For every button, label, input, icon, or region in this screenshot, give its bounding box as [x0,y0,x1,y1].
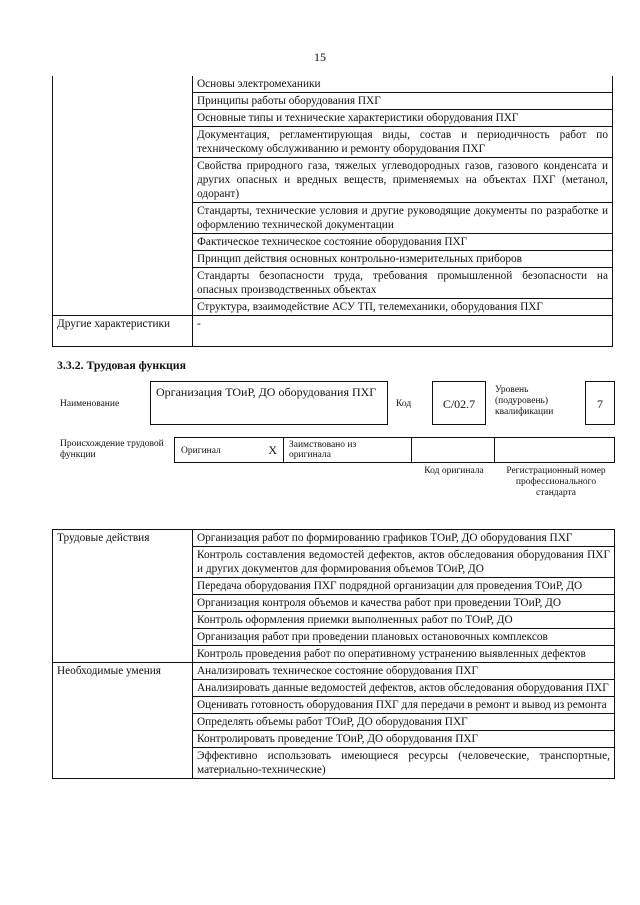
list-item: Организация работ при проведении плановых остановочных комплексов [193,629,615,646]
page-number: 15 [314,50,326,64]
list-item: Свойства природного газа, тяжелых углеводородных газов, газового конденсата и других опасных и вредных веществ, применяемых на объектах ПХГ (метанол, одорант) [193,158,613,203]
section-title: 3.3.2. Трудовая функция [57,358,186,372]
level-label: Уровень (подуровень) квалификации [495,385,554,417]
function-name-box [150,381,388,425]
list-item: Стандарты безопасности труда, требования промышленной безопасности на опасных производственных объектах [193,268,613,299]
table-row [53,76,613,93]
list-item: Принципы работы оборудования ПХГ [193,93,613,110]
reg-number-box [494,437,615,463]
list-item: Документация, регламентирующая виды, состав и периодичность работ по техническому обслуживанию и ремонту оборудования ПХГ [193,127,613,158]
list-item: Основы электромеханики [193,76,613,93]
table-row [53,663,615,680]
code-value: C/02.7 [442,397,476,411]
labor-function-table [52,529,615,779]
table-row [53,530,615,547]
code-label: Код [396,399,412,409]
list-item: Контроль составления ведомостей дефектов, актов обследования оборудования ПХГ и других документов для формирования объемов ТОиР, ДО [193,547,615,578]
list-item: Структура, взаимодействие АСУ ТП, телемеханики, оборудования ПХГ [193,299,613,316]
list-item: Фактическое техническое состояние оборудования ПХГ [193,234,613,251]
reg-number-label: Регистрационный номер профессионального стандарта [506,466,606,498]
list-item: Организация контроля объемов и качества работ при проведении ТОиР, ДО [193,595,615,612]
code-box [432,381,486,425]
list-item: Определять объемы работ ТОиР, ДО оборудования ПХГ [193,714,615,731]
list-item: Принцип действия основных контрольно-измерительных приборов [193,251,613,268]
original-label: Оригинал [181,446,221,456]
original-mark: X [268,443,277,457]
list-item: Контролировать проведение ТОиР, ДО оборудования ПХГ [193,731,615,748]
list-item: Контроль проведения работ по оперативному устранению выявленных дефектов [193,646,615,663]
list-item: Стандарты, технические условия и другие руководящие документы по разработке и оформлению технической документации [193,203,613,234]
list-item: Анализировать техническое состояние оборудования ПХГ [193,663,615,680]
name-label: Наименование [60,399,120,409]
list-item: Эффективно использовать имеющиеся ресурсы (человеческие, транспортные, материально-технические) [193,748,615,779]
table-row [53,316,613,347]
other-characteristics-label: Другие характеристики [53,316,193,347]
original-box [174,437,284,463]
list-item: Организация работ по формированию графиков ТОиР, ДО оборудования ПХГ [193,530,615,547]
skills-label: Необходимые умения [53,663,193,779]
list-item: Передача оборудования ПХГ подрядной организации для проведения ТОиР, ДО [193,578,615,595]
knowledge-label-cell [53,76,193,316]
actions-label: Трудовые действия [53,530,193,663]
function-name-value: Организация ТОиР, ДО оборудования ПХГ [156,385,377,399]
borrowed-label: Заимствовано из оригинала [289,440,357,460]
borrowed-box [283,437,412,463]
code-original-box [411,437,495,463]
level-value: 7 [597,397,603,411]
list-item: Оценивать готовность оборудования ПХГ для передачи в ремонт и вывод из ремонта [193,697,615,714]
level-box [585,381,615,425]
list-item: Анализировать данные ведомостей дефектов, актов обследования оборудования ПХГ [193,680,615,697]
origin-label: Происхождение трудовой функции [60,439,164,460]
knowledge-table [52,76,613,347]
code-original-label: Код оригинала [424,466,484,476]
other-characteristics-value: - [193,316,613,347]
list-item: Основные типы и технические характеристики оборудования ПХГ [193,110,613,127]
list-item: Контроль оформления приемки выполненных работ по ТОиР, ДО [193,612,615,629]
